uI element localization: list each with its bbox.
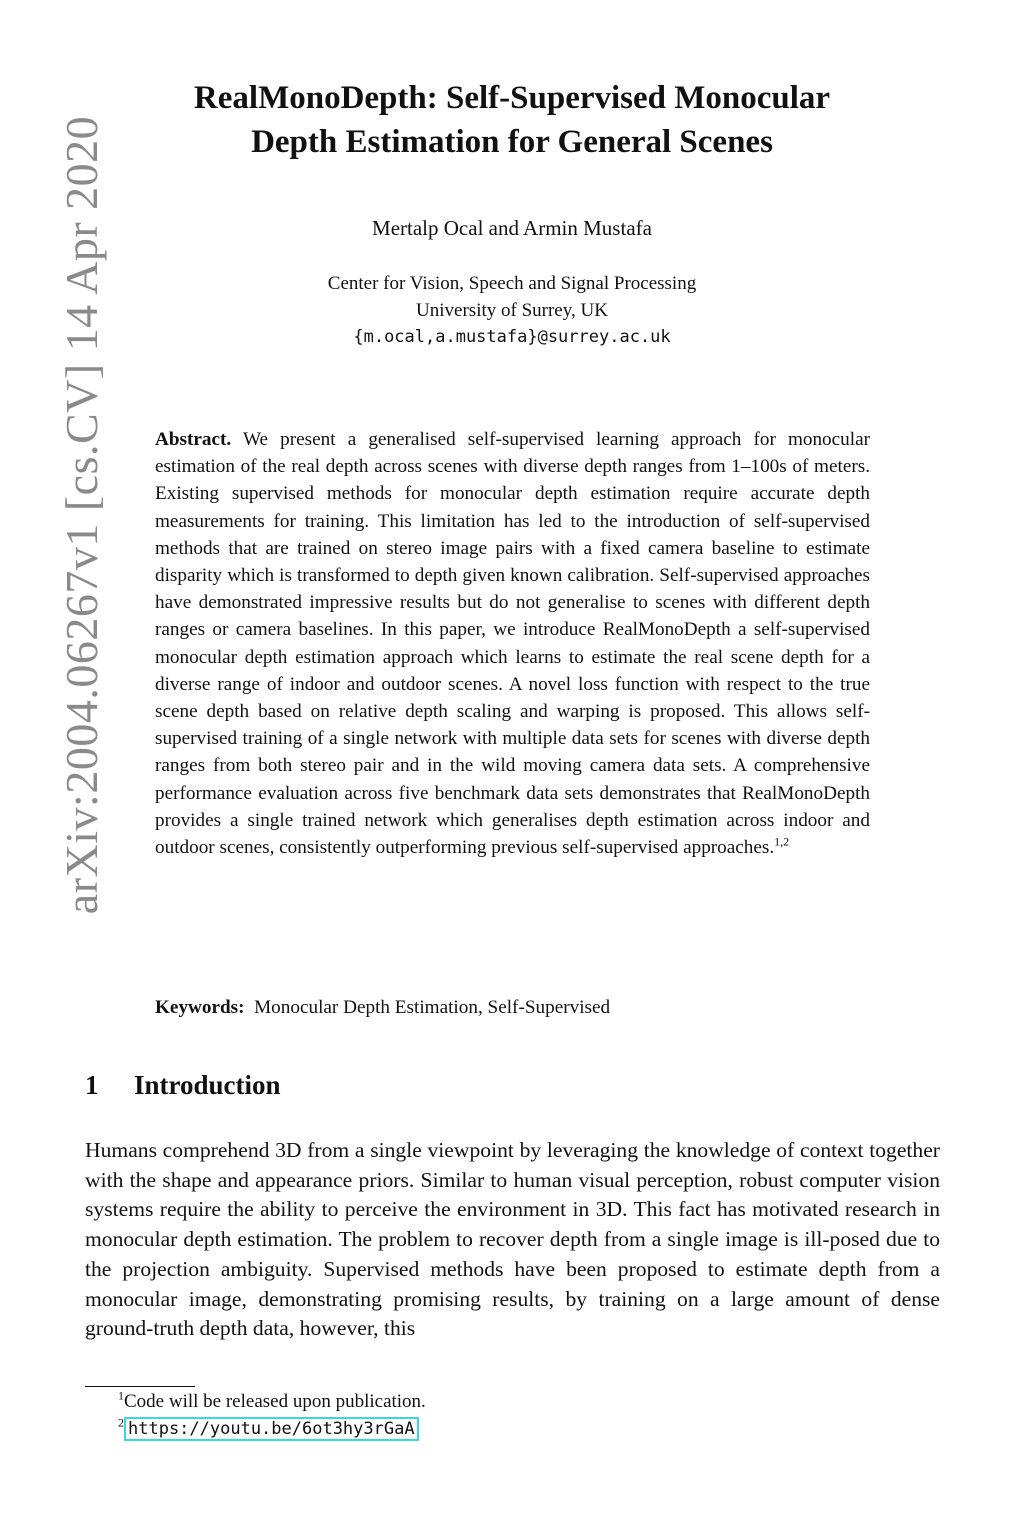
keywords-text: Monocular Depth Estimation, Self-Supervised [254, 997, 611, 1018]
footnote-1 [118, 1388, 426, 1413]
footnote-1-text: Code will be released upon publication. [124, 1391, 426, 1412]
abstract [155, 426, 870, 861]
affiliation [100, 270, 924, 351]
abstract-label: Abstract. [155, 429, 232, 450]
video-link[interactable]: https://youtu.be/6ot3hy3rGaA [124, 1417, 419, 1441]
footnote-2-mark: 2 [118, 1415, 124, 1430]
arxiv-stamp: arXiv:2004.06267v1 [cs.CV] 14 Apr 2020 [56, 115, 107, 915]
section-number: 1 [85, 1070, 99, 1100]
section-heading [85, 1070, 281, 1101]
title-line-2: Depth Estimation for General Scenes [251, 124, 773, 160]
footnote-1-mark: 1 [118, 1388, 124, 1403]
keywords [155, 994, 870, 1021]
abstract-footnote-marks[interactable]: 1,2 [774, 834, 790, 849]
affiliation-line-2: University of Surrey, UK [416, 300, 608, 321]
footnote-2 [118, 1415, 419, 1440]
author-email[interactable]: {m.ocal,a.mustafa}@surrey.ac.uk [353, 327, 671, 347]
authors: Mertalp Ocal and Armin Mustafa [372, 216, 652, 240]
affiliation-line-1: Center for Vision, Speech and Signal Processing [327, 273, 697, 294]
abstract-text: We present a generalised self-supervised learning approach for monocular estimation of the real depth across scenes with diverse depth ranges from 1–100s of meters. Existing supervised methods for monocular depth estimation require accurate depth measurements for training. This limitation has led to the introduction of self-supervised methods that are trained on stereo image pairs with a fixed camera baseline to estimate disparity which is transformed to depth given known calibration. Self-supervised approaches have demonstrated impressive results but do not generalise to scenes with different depth ranges or camera baselines. In this paper, we introduce RealMonoDepth a self-supervised monocular depth estimation approach which learns to estimate the real scene depth for a diverse range of indoor and outdoor scenes. A novel loss function with respect to the true scene depth based on relative depth scaling and warping is proposed. This allows self-supervised training of a single network with multiple data sets for scenes with diverse depth ranges from both stereo pair and in the wild moving camera data sets. A comprehensive performance evaluation across five benchmark data sets demonstrates that RealMonoDepth provides a single trained network which generalises depth estimation across indoor and outdoor scenes, consistently outperforming previous self-supervised approaches. [155, 429, 870, 859]
footnote-divider [85, 1386, 195, 1387]
section-title: Introduction [134, 1070, 281, 1100]
keywords-label: Keywords: [155, 997, 245, 1018]
paper-title [100, 76, 924, 164]
introduction-paragraph: Humans comprehend 3D from a single viewpoint by leveraging the knowledge of context together with the shape and appearance priors. Similar to human visual perception, robust computer vision systems require the ability to perceive the environment in 3D. This fact has motivated research in monocular depth estimation. The problem to recover depth from a single image is ill-posed due to the projection ambiguity. Supervised methods have been proposed to estimate depth from a monocular image, demonstrating promising results, by training on a large amount of dense ground-truth depth data, however, this [85, 1138, 940, 1341]
title-line-1: RealMonoDepth: Self-Supervised Monocular [193, 80, 831, 116]
